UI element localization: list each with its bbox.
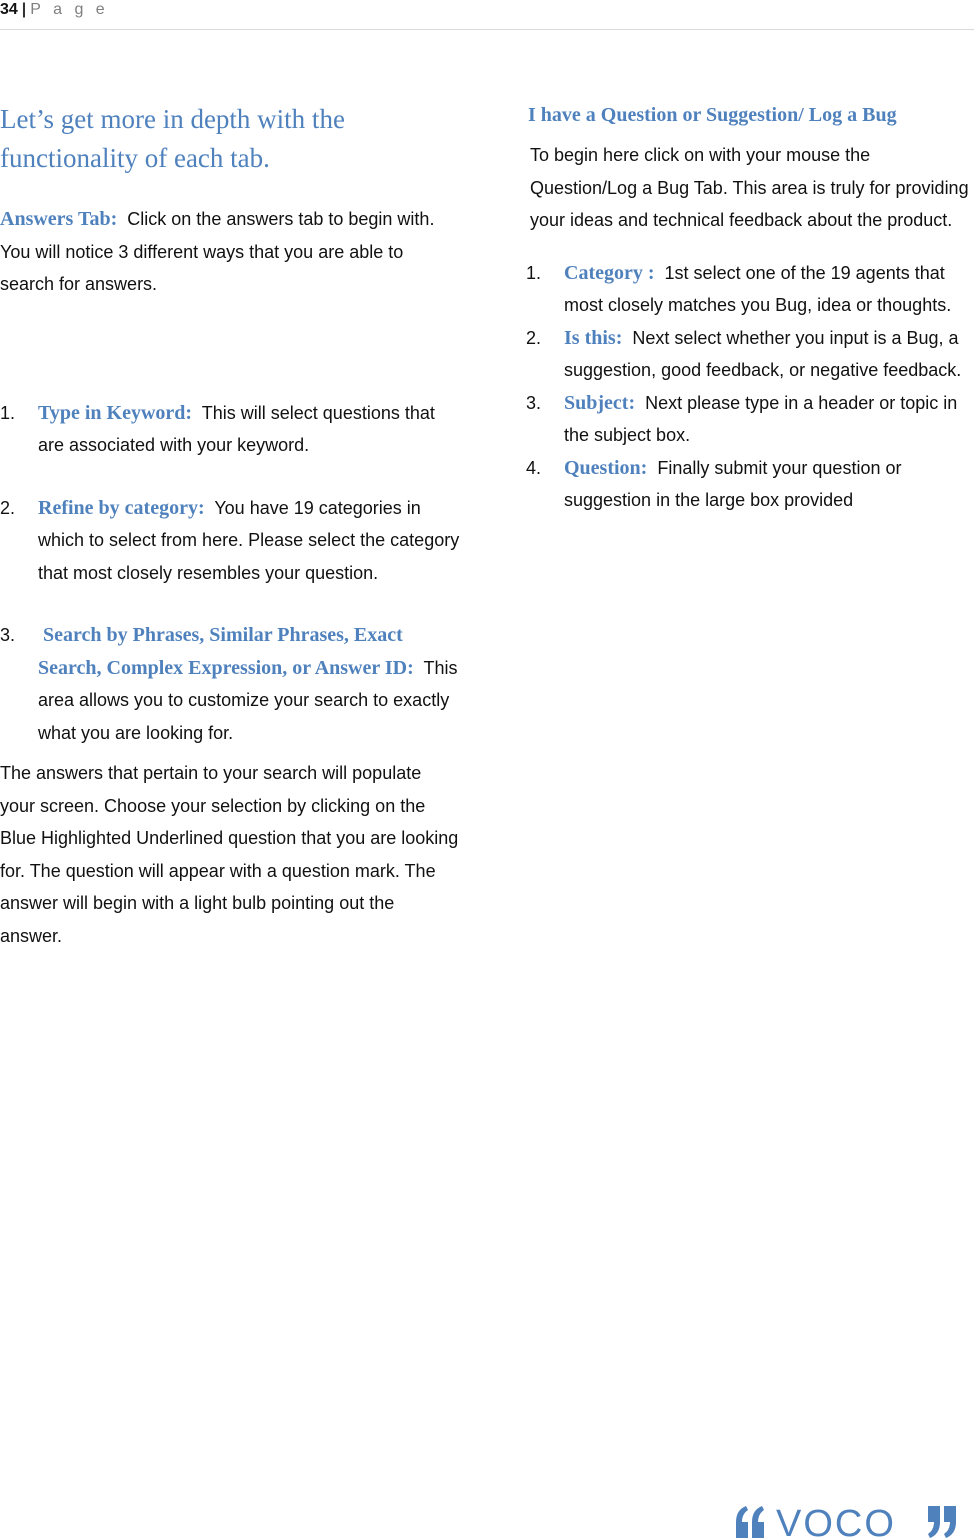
item-label: Refine by category: (38, 496, 205, 519)
open-quote-icon (736, 1506, 764, 1538)
list-item (526, 452, 971, 517)
item-text: Finally submit your question or suggestion in the large box provided (564, 457, 902, 510)
item-number: 4. (526, 457, 542, 478)
item-text: This area allows you to customize your search to exactly what you are looking for. (38, 657, 458, 743)
item-text: Next please type in a header or topic in the subject box. (564, 392, 958, 445)
item-number: 2. (0, 497, 16, 518)
item-text: You have 19 categories in which to select from here. Please select the category that most closely resembles your question. (38, 497, 460, 583)
right-heading: I have a Question or Suggestion/ Log a Bug (528, 104, 897, 126)
left-column (0, 100, 460, 952)
item-number: 1. (0, 402, 16, 423)
item-text: This will select questions that are associated with your keyword. (38, 402, 435, 455)
item-label: Category : (564, 261, 655, 284)
item-text: Next select whether you input is a Bug, a suggestion, good feedback, or negative feedback. (564, 327, 962, 380)
section-heading: Let’s get more in depth with the functionality of each tab. (0, 104, 345, 173)
list-item (0, 492, 460, 590)
item-label: Is this: (564, 326, 623, 349)
close-quote-icon (928, 1506, 956, 1538)
list-item (526, 387, 971, 452)
answers-tab-label: Answers Tab: (0, 208, 118, 230)
item-label: Subject: (564, 391, 636, 414)
list-item (0, 619, 460, 749)
item-number: 3. (0, 625, 16, 645)
item-number: 1. (526, 262, 542, 283)
item-label: Search by Phrases, Similar Phrases, Exact Search, Complex Expression, or Answer ID: (38, 624, 414, 679)
page-header (0, 0, 974, 30)
closing-paragraph: The answers that pertain to your search will populate your screen. Choose your selection by clicking on the Blue Highlighted Underlined question that you are looking for. The question will appear with a question mark. The answer will begin with a light bulb pointing out the answer. (0, 763, 459, 946)
page-number: 34 (0, 1, 18, 18)
separator: | (21, 1, 27, 18)
right-intro: To begin here click on with your mouse the Question/Log a Bug Tab. This area is truly for providing your ideas and technical feedback about the product. (530, 145, 969, 230)
item-text: 1st select one of the 19 agents that most closely matches you Bug, idea or thoughts. (564, 262, 952, 315)
page-word: P a g e (30, 1, 109, 18)
item-number: 3. (526, 392, 542, 413)
right-column (526, 100, 971, 517)
voco-logo (732, 1500, 972, 1538)
item-label: Question: (564, 456, 648, 479)
list-item (526, 257, 971, 322)
page-number-line (0, 0, 109, 20)
list-item (526, 322, 971, 387)
item-label: Type in Keyword: (38, 401, 193, 424)
logo-text: VOCO (776, 1503, 896, 1538)
list-item (0, 397, 460, 462)
answers-tab-text: Click on the answers tab to begin with. You will notice 3 different ways that you are able to search for answers. (0, 209, 435, 294)
item-number: 2. (526, 327, 542, 348)
answers-tab-paragraph (0, 203, 460, 301)
